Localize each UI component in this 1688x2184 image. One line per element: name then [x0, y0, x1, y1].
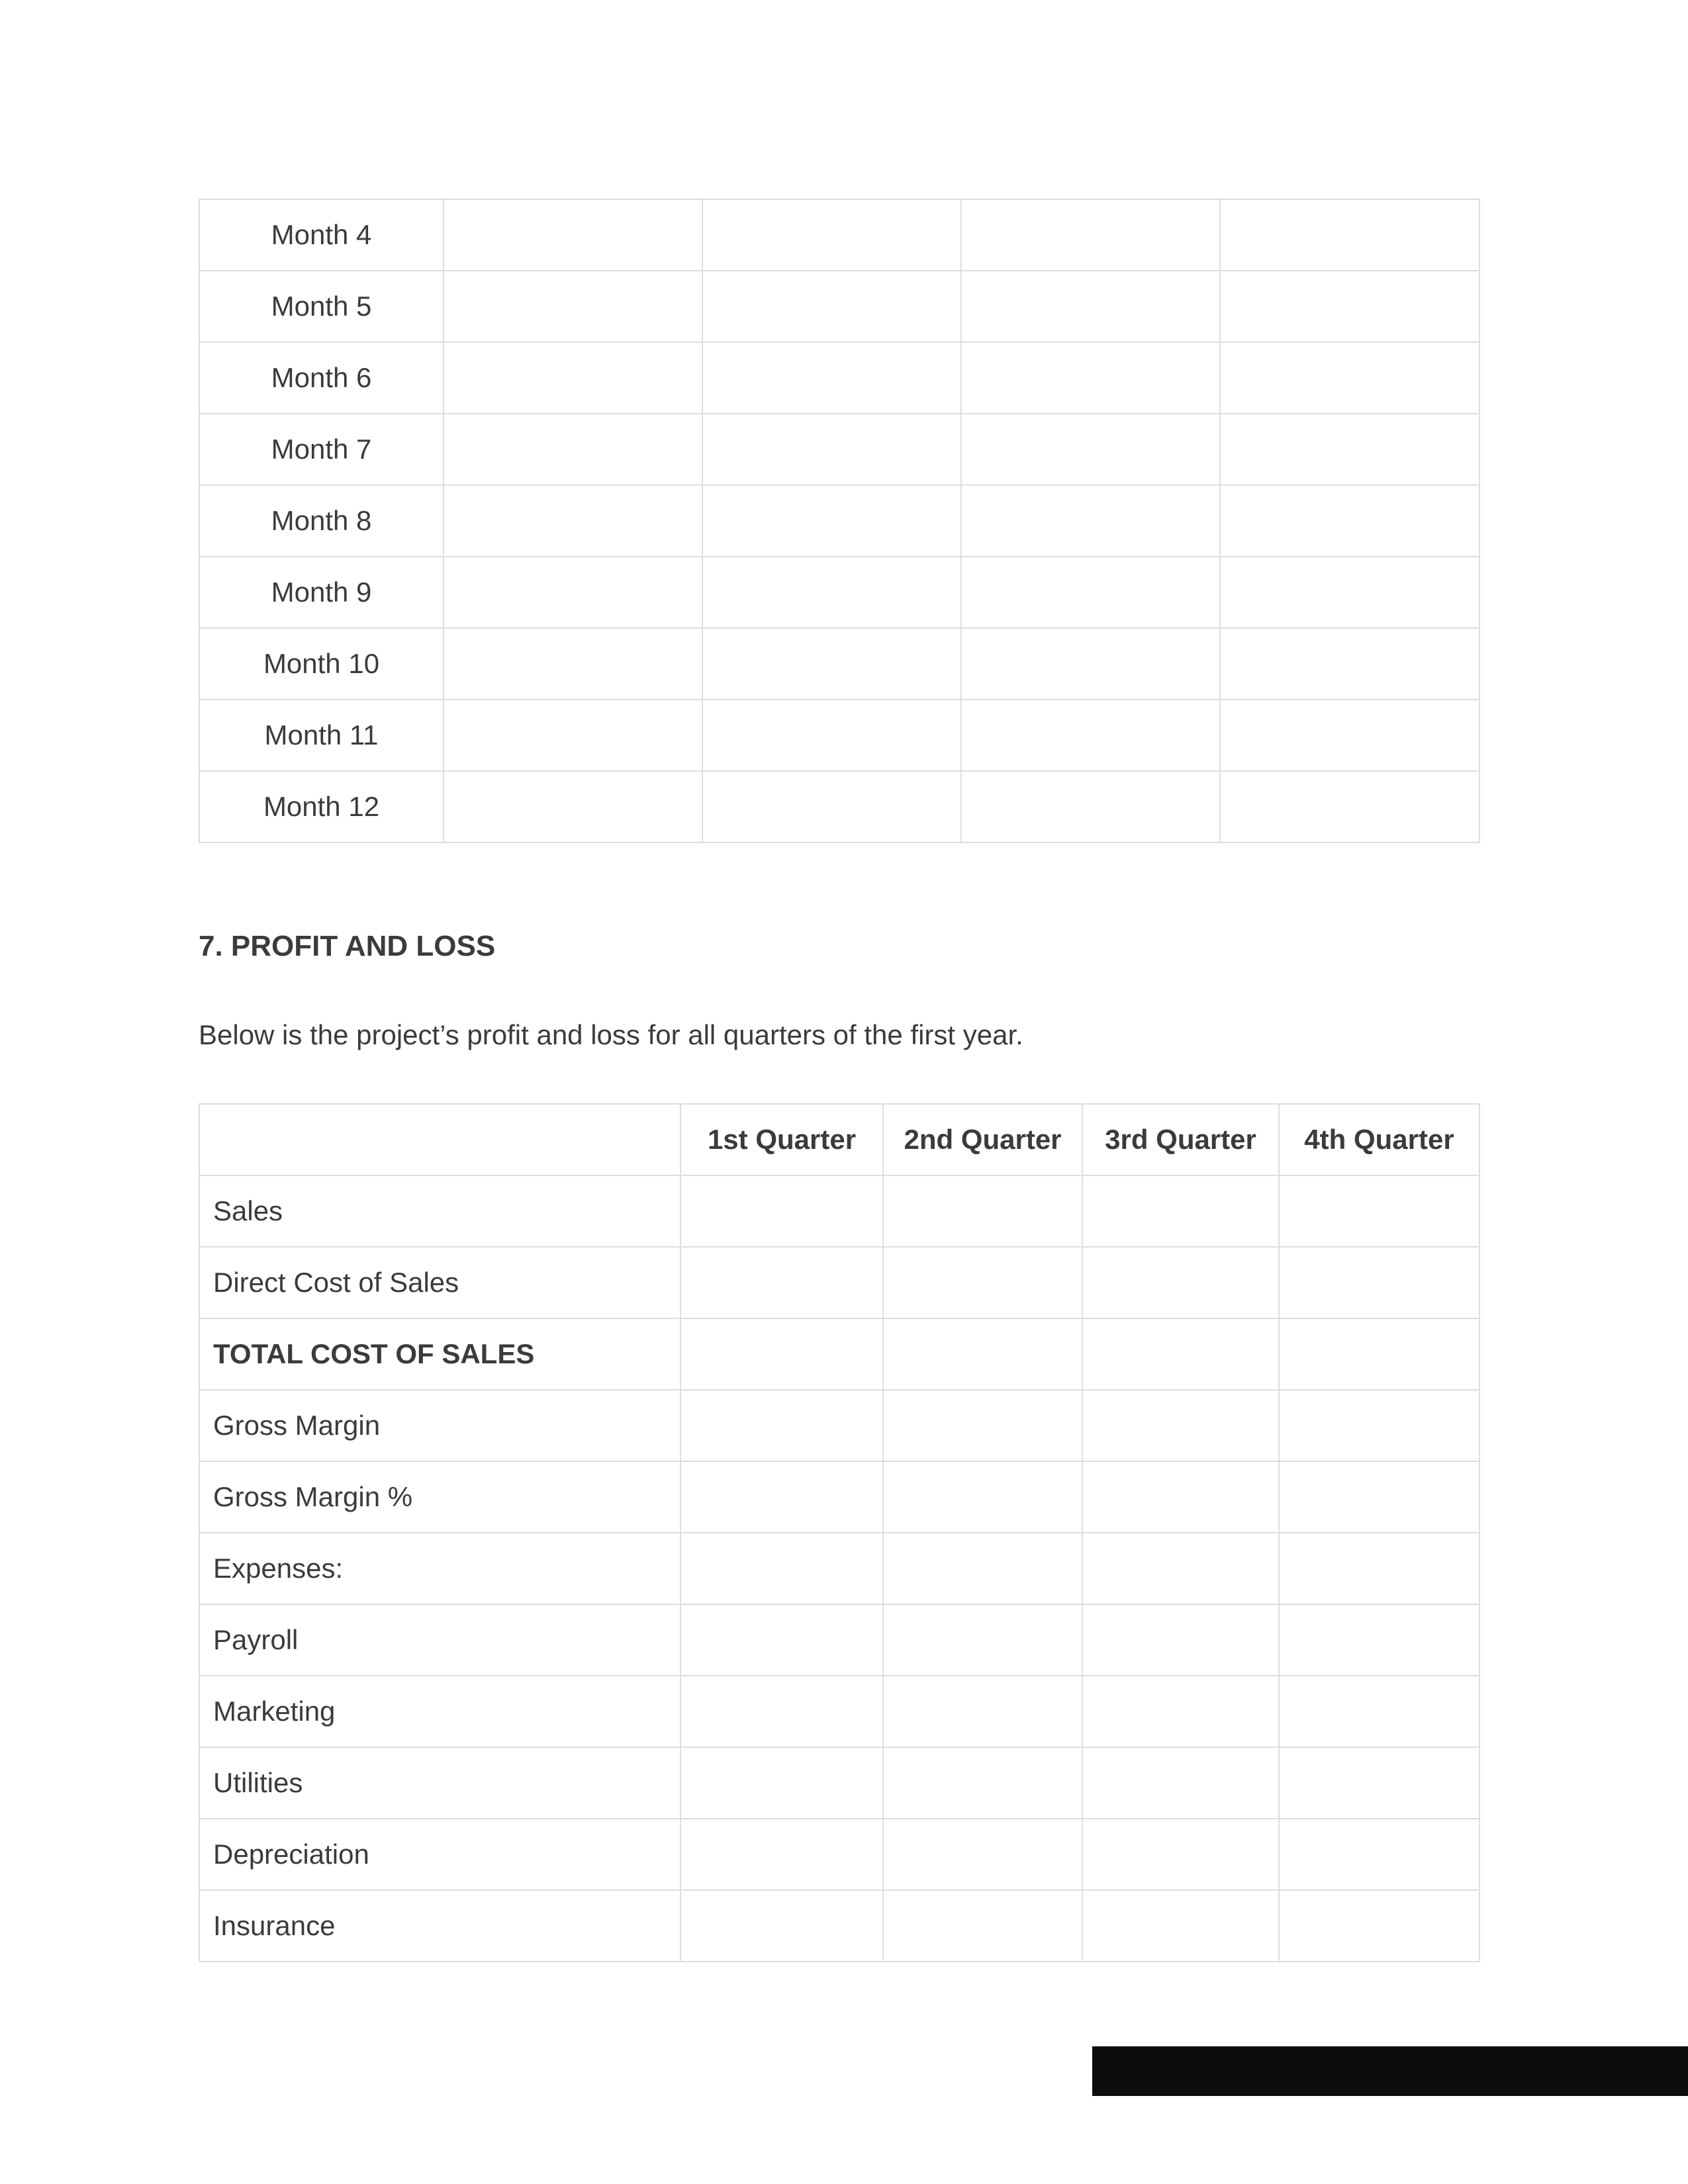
table-cell [1279, 1604, 1479, 1676]
column-header-q3: 3rd Quarter [1082, 1104, 1279, 1175]
table-row [199, 1604, 1479, 1676]
table-cell [883, 1175, 1082, 1247]
table-cell [1220, 414, 1479, 485]
row-label: Month 10 [199, 628, 444, 700]
table-row [199, 1819, 1479, 1890]
table-cell [702, 271, 961, 342]
table-cell [1220, 557, 1479, 628]
table-row [199, 1175, 1479, 1247]
table-cell [883, 1890, 1082, 1962]
table-cell [1082, 1461, 1279, 1533]
table-row [199, 414, 1479, 485]
table-cell [444, 199, 702, 271]
row-label: Utilities [199, 1747, 680, 1819]
table-cell [680, 1318, 883, 1390]
table-cell [444, 414, 702, 485]
row-label: Gross Margin % [199, 1461, 680, 1533]
table-cell [1279, 1390, 1479, 1461]
table-cell [680, 1175, 883, 1247]
table-cell [444, 700, 702, 771]
row-label: Sales [199, 1175, 680, 1247]
row-label: Month 5 [199, 271, 444, 342]
table-row [199, 485, 1479, 557]
table-cell [702, 199, 961, 271]
table-cell [883, 1533, 1082, 1604]
row-label: Direct Cost of Sales [199, 1247, 680, 1318]
table-cell [1082, 1318, 1279, 1390]
table-cell [883, 1676, 1082, 1747]
table-row [199, 1461, 1479, 1533]
table-cell [883, 1604, 1082, 1676]
row-label: Month 4 [199, 199, 444, 271]
table-cell [680, 1533, 883, 1604]
table-row [199, 700, 1479, 771]
table-cell [883, 1318, 1082, 1390]
table-cell [1082, 1247, 1279, 1318]
table-cell [1220, 271, 1479, 342]
column-header-q2: 2nd Quarter [883, 1104, 1082, 1175]
table-cell [961, 342, 1220, 414]
table-cell [883, 1461, 1082, 1533]
profit-loss-table [199, 1103, 1480, 1962]
table-cell [702, 628, 961, 700]
table-cell [680, 1247, 883, 1318]
table-cell [1220, 771, 1479, 842]
table-cell [1279, 1533, 1479, 1604]
table-row [199, 771, 1479, 842]
table-cell [680, 1890, 883, 1962]
table-cell [680, 1604, 883, 1676]
table-cell [883, 1819, 1082, 1890]
row-label: Expenses: [199, 1533, 680, 1604]
table-row [199, 1247, 1479, 1318]
table-row [199, 1890, 1479, 1962]
column-header-empty [199, 1104, 680, 1175]
table-row [199, 1747, 1479, 1819]
table-cell [961, 414, 1220, 485]
row-label: Marketing [199, 1676, 680, 1747]
table-cell [444, 271, 702, 342]
table-cell [1279, 1747, 1479, 1819]
column-header-q1: 1st Quarter [680, 1104, 883, 1175]
table-cell [1082, 1819, 1279, 1890]
row-label: Month 8 [199, 485, 444, 557]
row-label: TOTAL COST OF SALES [199, 1318, 680, 1390]
table-cell [680, 1390, 883, 1461]
table-cell [444, 557, 702, 628]
table-row [199, 1676, 1479, 1747]
table-cell [961, 485, 1220, 557]
table-row [199, 1318, 1479, 1390]
table-cell [1082, 1390, 1279, 1461]
table-cell [1220, 342, 1479, 414]
table-cell [961, 557, 1220, 628]
table-cell [702, 771, 961, 842]
table-cell [444, 628, 702, 700]
table-row [199, 557, 1479, 628]
table-cell [444, 485, 702, 557]
table-cell [961, 199, 1220, 271]
table-cell [1279, 1890, 1479, 1962]
table-cell [702, 342, 961, 414]
row-label: Depreciation [199, 1819, 680, 1890]
table-row [199, 271, 1479, 342]
row-label: Insurance [199, 1890, 680, 1962]
table-cell [883, 1247, 1082, 1318]
table-row [199, 1390, 1479, 1461]
table-cell [702, 557, 961, 628]
table-cell [1082, 1533, 1279, 1604]
table-row [199, 342, 1479, 414]
section-intro: Below is the project’s profit and loss for all quarters of the first year. [199, 1019, 1023, 1050]
row-label: Payroll [199, 1604, 680, 1676]
table-cell [1082, 1747, 1279, 1819]
table-cell [1082, 1676, 1279, 1747]
table-cell [1220, 485, 1479, 557]
table-cell [961, 271, 1220, 342]
table-cell [444, 771, 702, 842]
table-cell [680, 1676, 883, 1747]
column-header-q4: 4th Quarter [1279, 1104, 1479, 1175]
table-cell [961, 771, 1220, 842]
table-cell [1082, 1175, 1279, 1247]
table-cell [1279, 1318, 1479, 1390]
footer-bar [1092, 2046, 1688, 2096]
row-label: Month 6 [199, 342, 444, 414]
table-header-row [199, 1104, 1479, 1175]
section-heading: 7. PROFIT AND LOSS [199, 930, 496, 962]
table-row [199, 628, 1479, 700]
table-cell [702, 700, 961, 771]
table-cell [1279, 1175, 1479, 1247]
table-cell [1082, 1604, 1279, 1676]
table-cell [1082, 1890, 1279, 1962]
table-cell [1279, 1819, 1479, 1890]
table-cell [702, 485, 961, 557]
table-cell [1279, 1247, 1479, 1318]
table-cell [961, 700, 1220, 771]
row-label: Month 11 [199, 700, 444, 771]
table-cell [1220, 199, 1479, 271]
table-cell [1220, 700, 1479, 771]
table-cell [680, 1747, 883, 1819]
row-label: Month 7 [199, 414, 444, 485]
table-cell [680, 1461, 883, 1533]
table-cell [883, 1747, 1082, 1819]
monthly-table [199, 199, 1480, 843]
table-cell [1220, 628, 1479, 700]
table-cell [444, 342, 702, 414]
table-cell [961, 628, 1220, 700]
table-cell [1279, 1676, 1479, 1747]
table-cell [702, 414, 961, 485]
table-row [199, 1533, 1479, 1604]
table-row [199, 199, 1479, 271]
row-label: Gross Margin [199, 1390, 680, 1461]
row-label: Month 9 [199, 557, 444, 628]
table-cell [680, 1819, 883, 1890]
table-cell [1279, 1461, 1479, 1533]
table-cell [883, 1390, 1082, 1461]
row-label: Month 12 [199, 771, 444, 842]
